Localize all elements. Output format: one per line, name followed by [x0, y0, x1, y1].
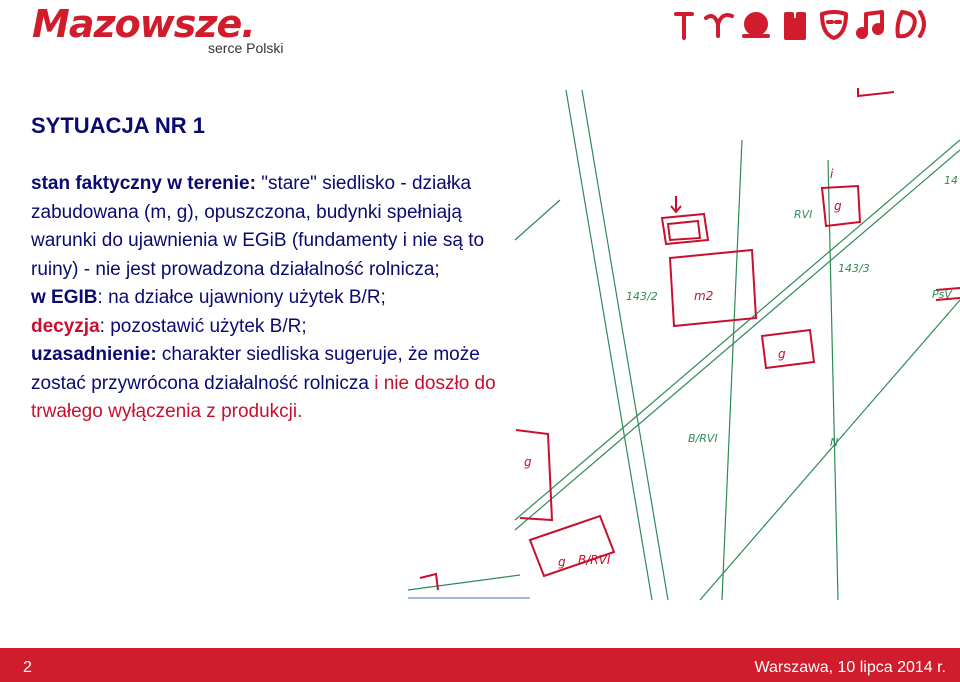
building-outline	[668, 221, 700, 240]
paragraph-current-state	[31, 170, 511, 284]
building-outline	[762, 330, 814, 368]
building-outline	[670, 250, 756, 326]
label-decision: decyzja	[31, 315, 100, 337]
building-outline	[662, 214, 708, 244]
label-g: g	[834, 199, 842, 213]
boundary-line	[515, 200, 560, 240]
text-egib: : na działce ujawniony użytek B/R;	[97, 287, 386, 308]
footer-bar	[0, 648, 960, 682]
boundary-line	[700, 300, 960, 600]
logo-wordmark: Mazowsze.	[32, 2, 255, 46]
slide-body	[31, 170, 511, 427]
mazowsze-logo	[32, 2, 284, 56]
label-parcel-143-2: 143/2	[626, 290, 658, 303]
label-br-vi: B/RVI	[578, 553, 611, 567]
text-decision: : pozostawić użytek B/R;	[99, 315, 307, 337]
paragraph-justification	[31, 341, 511, 427]
label-parcel-14: 14	[944, 174, 958, 187]
label-psv: PsV	[932, 288, 952, 301]
paragraph-decision	[31, 313, 511, 342]
label-g: g	[558, 555, 566, 569]
boundary-line	[408, 575, 520, 590]
label-egib: w EGIB	[31, 287, 98, 308]
footer-date: Warszawa, 10 lipca 2014 r.	[754, 659, 946, 676]
building-outline	[822, 186, 860, 226]
building-outline	[420, 574, 438, 590]
boundary-line	[582, 90, 668, 600]
label-rvi: RVI	[794, 208, 813, 221]
text-justification: charakter siedliska sugeruje, że może zostać przywrócona działalność rolnicza	[31, 344, 480, 394]
bird-icon	[706, 15, 732, 36]
building-outline	[516, 430, 552, 520]
leaf-icon	[898, 12, 925, 36]
boundary-line	[515, 140, 960, 520]
label-current-state: stan faktyczny w terenie:	[31, 173, 256, 194]
text-justification-highlight: i nie doszło do trwałego wyłączenia z produkcji.	[31, 372, 496, 422]
label-n: N	[830, 436, 839, 449]
decorative-icon-strip	[670, 4, 934, 44]
label-parcel-143-3: 143/3	[838, 262, 870, 275]
boundary-line	[828, 160, 838, 600]
label-g: g	[778, 347, 786, 361]
slide-title: SYTUACJA NR 1	[31, 113, 205, 138]
label-m2: m2	[694, 289, 714, 303]
label-i: i	[830, 167, 834, 181]
logo-subtitle: serce Polski	[208, 40, 284, 56]
building-outline	[858, 88, 894, 96]
label-justification: uzasadnienie:	[31, 344, 157, 365]
boundary-line	[515, 150, 960, 530]
arrow-marker	[671, 196, 681, 212]
boundary-line	[566, 90, 652, 600]
castle-icon	[786, 14, 804, 38]
building-outline	[530, 516, 614, 576]
sun-icon	[744, 14, 768, 36]
label-g: g	[524, 455, 532, 469]
tree-icon	[676, 14, 692, 38]
text-current-state: "stare" siedlisko - działka zabudowana (m, g), opuszczona, budynki spełniają warunki do ujawnienia w EGiB (fundamenty i nie są to ruiny) - nie jest prowadzona działalność rolnicza;	[31, 173, 485, 280]
label-br-vi: B/RVI	[688, 432, 718, 445]
paragraph-egib	[31, 284, 511, 313]
building-outline	[936, 288, 960, 290]
music-note-icon	[858, 12, 882, 37]
boundary-line	[722, 140, 742, 600]
drama-mask-icon	[822, 12, 846, 38]
building-outline	[936, 298, 960, 300]
page-number: 2	[23, 659, 32, 676]
